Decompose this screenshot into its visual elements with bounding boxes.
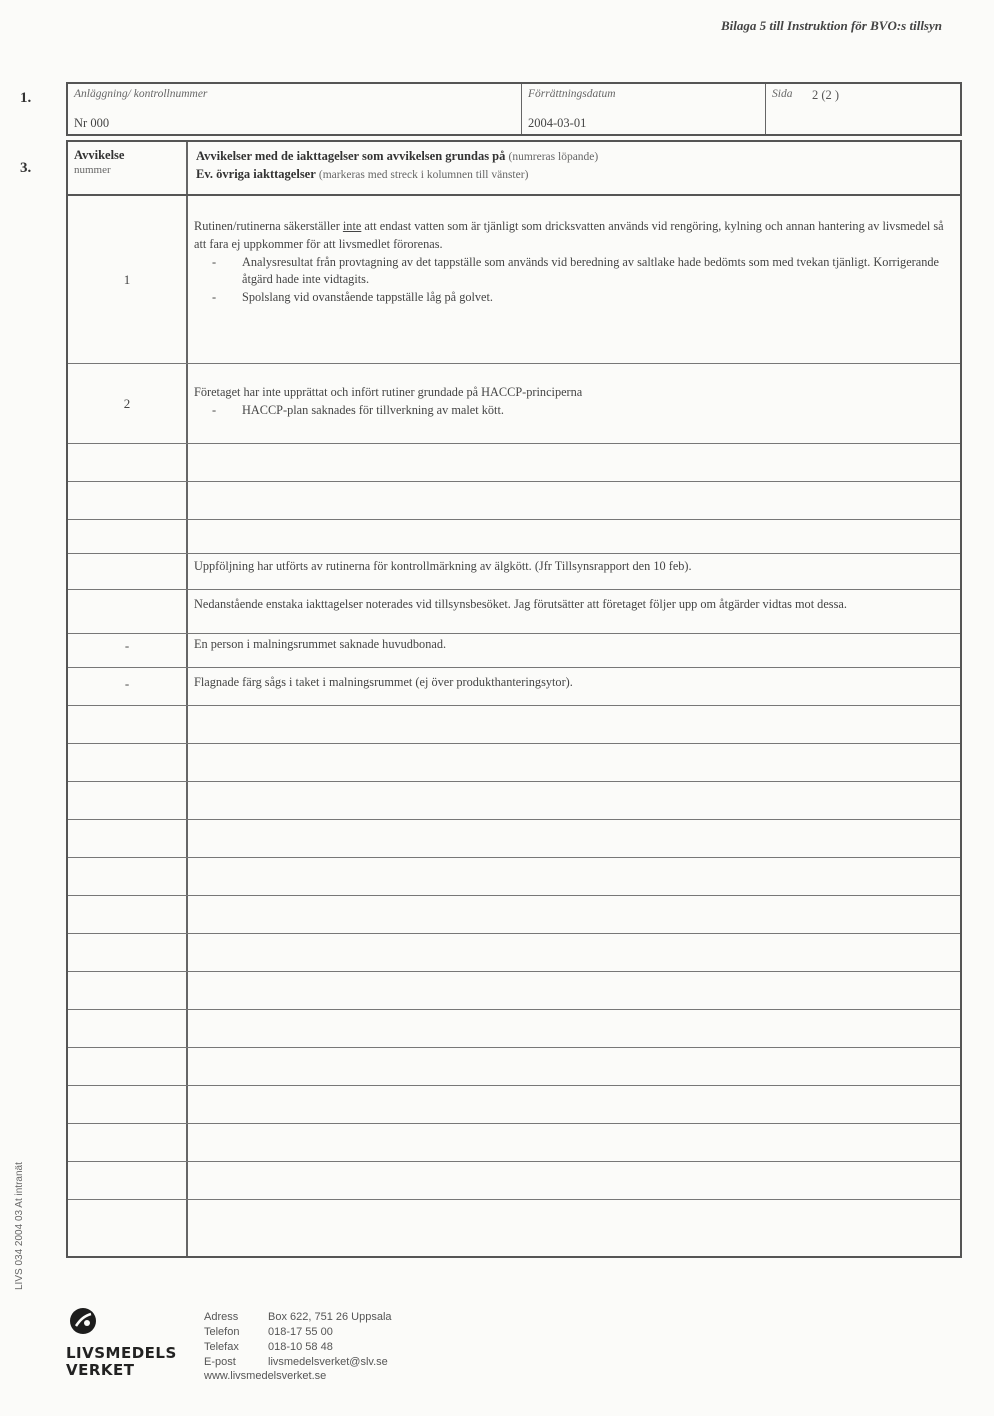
date-value: 2004-03-01 xyxy=(528,116,587,130)
section-number-1: 1. xyxy=(20,90,32,106)
deviation-text xyxy=(194,218,946,307)
table-header-row xyxy=(68,142,960,196)
contact-value: 018-17 55 00 xyxy=(268,1325,333,1338)
contact-fax xyxy=(204,1340,392,1355)
col2-header2-note: (markeras med streck i kolumnen till vänster) xyxy=(318,168,529,181)
table-row xyxy=(68,364,960,444)
table-row xyxy=(68,1086,960,1124)
contact-info xyxy=(204,1310,392,1384)
followup-text: Uppföljning har utförts av rutinerna för kontrollmärkning av älgkött. (Jfr Tillsynsrapport den 10 feb). xyxy=(194,559,692,573)
table-row xyxy=(68,1124,960,1162)
livsmedelsverket-logo xyxy=(66,1306,177,1380)
facility-info-table xyxy=(66,82,962,136)
table-row xyxy=(68,1010,960,1048)
table-row xyxy=(68,590,960,634)
contact-email xyxy=(204,1355,392,1370)
section-number-3: 3. xyxy=(20,160,32,176)
logo-text-line2: VERKET xyxy=(66,1361,135,1380)
observation-mark: - xyxy=(124,676,130,691)
page-label: Sida xyxy=(772,88,793,100)
table-row xyxy=(68,1048,960,1086)
table-row xyxy=(68,934,960,972)
logo-text-line1: LIVSMEDELS xyxy=(66,1344,177,1362)
col2-header-note: (numreras löpande) xyxy=(508,151,599,163)
deviation-text-part: Företaget har inte upprättat och infört rutiner grundade på HACCP-principerna xyxy=(194,385,583,399)
contact-value: www.livsmedelsverket.se xyxy=(204,1370,327,1383)
deviation-text-part: Rutinen/rutinerna säkerställer xyxy=(194,219,343,233)
table-row xyxy=(68,554,960,590)
observation-text: Flagnade färg sågs i taket i malningsrummet (ej över produkthanteringsytor). xyxy=(194,675,573,689)
table-row xyxy=(68,744,960,782)
facility-value: Nr 000 xyxy=(74,116,110,130)
facility-cell xyxy=(68,84,522,134)
contact-key: Telefax xyxy=(204,1340,239,1353)
observation-note: Nedanstående enstaka iakttagelser noterades vid tillsynsbesöket. Jag förutsätter att företaget följer upp om åtgärder vidtas mot dessa. xyxy=(194,597,847,611)
col1-subheader: nummer xyxy=(74,163,111,176)
col2-header2: Ev. övriga iakttagelser xyxy=(196,166,316,181)
table-row xyxy=(68,858,960,896)
observation-mark: - xyxy=(124,638,130,653)
table-row xyxy=(68,1162,960,1200)
deviation-text-underlined: inte xyxy=(342,219,362,233)
table-row xyxy=(68,706,960,744)
contact-value: Box 622, 751 26 Uppsala xyxy=(268,1311,392,1323)
contact-value: livsmedelsverket@slv.se xyxy=(268,1355,388,1368)
deviation-number-header xyxy=(74,148,124,177)
contact-key: Telefon xyxy=(204,1325,240,1338)
contact-website xyxy=(204,1369,392,1384)
contact-address xyxy=(204,1310,392,1325)
table-row xyxy=(68,820,960,858)
table-row xyxy=(68,634,960,668)
table-row xyxy=(68,782,960,820)
document-header: Bilaga 5 till Instruktion för BVO:s tillsyn xyxy=(720,18,942,33)
deviation-text-part: att endast vatten som är tjänligt som dricksvatten används vid rengöring, kylning och annan hantering av livsmedel så att fara ej uppkommer för att livsmedlet förorenas. xyxy=(194,219,944,251)
table-row xyxy=(68,482,960,520)
date-cell xyxy=(522,84,766,134)
contact-key: E-post xyxy=(204,1355,236,1368)
deviation-description-header xyxy=(196,148,598,183)
contact-value: 018-10 58 48 xyxy=(268,1340,333,1353)
contact-phone xyxy=(204,1325,392,1340)
deviation-number: 2 xyxy=(123,396,131,411)
table-row xyxy=(68,972,960,1010)
table-row xyxy=(68,444,960,482)
table-row xyxy=(68,1200,960,1236)
page-cell xyxy=(766,84,960,134)
table-row xyxy=(68,668,960,706)
page-value: 2 (2 ) xyxy=(812,88,840,102)
facility-label: Anläggning/ kontrollnummer xyxy=(74,88,208,100)
col2-header: Avvikelser med de iakttagelser som avvikelsen grundas på xyxy=(196,149,506,163)
observation-text: En person i malningsrummet saknade huvudbonad. xyxy=(194,637,447,651)
deviations-table xyxy=(66,140,962,1258)
date-label: Förrättningsdatum xyxy=(528,88,616,100)
list-item: - Analysresultat från provtagning av det tappställe som används vid beredning av saltlake hade bedömts som med tvekan tjänligt. Korrigerande åtgärd hade inte vidtagits. xyxy=(242,254,946,290)
deviation-number: 1 xyxy=(123,272,131,287)
table-row xyxy=(68,196,960,364)
deviation-text xyxy=(194,384,946,420)
table-row xyxy=(68,896,960,934)
form-code: LIVS 034 2004 03 At intranät xyxy=(14,1162,25,1290)
col1-header: Avvikelse xyxy=(74,148,125,162)
table-row xyxy=(68,520,960,554)
contact-key: Adress xyxy=(204,1311,239,1323)
fork-emblem-icon xyxy=(66,1306,100,1336)
list-item: - Spolslang vid ovanstående tappställe låg på golvet. xyxy=(242,289,946,307)
list-item: - HACCP-plan saknades för tillverkning av malet kött. xyxy=(242,402,946,420)
